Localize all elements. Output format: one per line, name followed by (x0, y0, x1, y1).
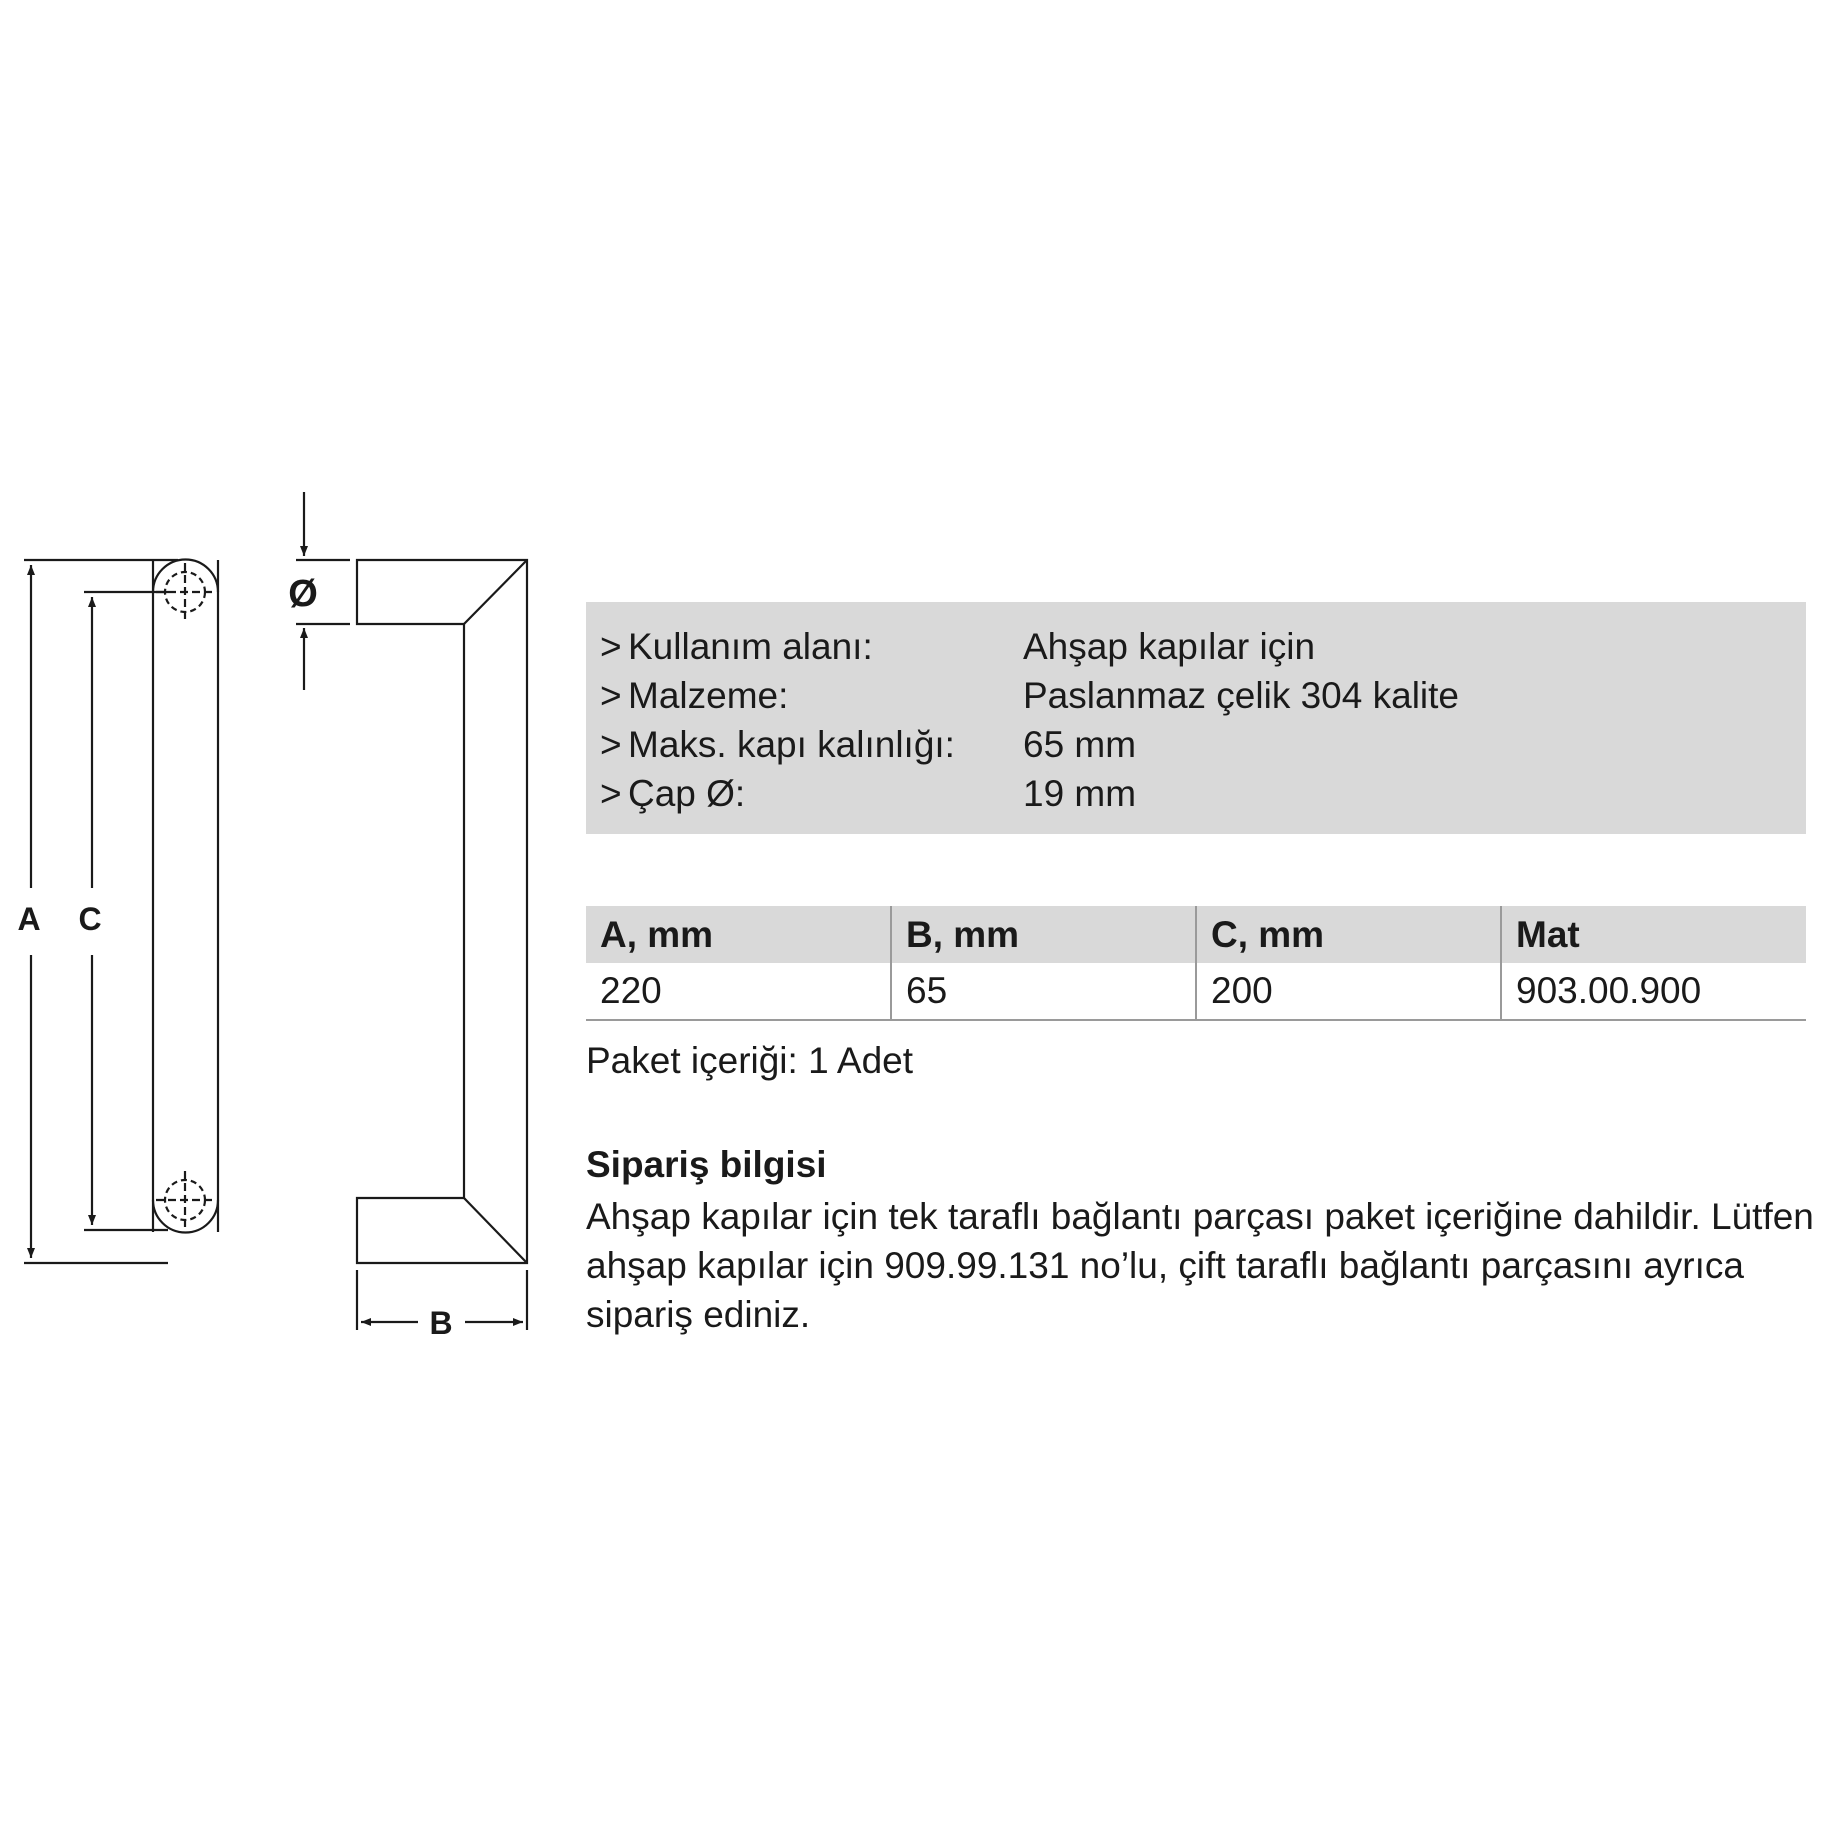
handle-front-view (153, 560, 218, 1233)
dimension-table (586, 906, 1806, 1021)
spec-value-door-thickness: 65 mm (1023, 723, 1137, 765)
spec-label-usage: Kullanım alanı: (628, 625, 873, 667)
table-row (586, 963, 1806, 1020)
spec-value-usage: Ahşap kapılar için (1023, 625, 1316, 667)
technical-drawing (0, 0, 560, 1400)
label-a: A (17, 901, 41, 937)
package-contents: Paket içeriği: 1 Adet (586, 1040, 914, 1081)
order-info-text: Ahşap kapılar için tek taraflı bağlantı parçası paket içeriğine dahildir. Lütfen ahşap kapılar için 909.99.131 no’lu, çift taraflı bağlantı parçasını ayrıca sipariş ediniz. (586, 1196, 1814, 1335)
cell-article-number: 903.00.900 (1501, 963, 1806, 1020)
table-header-row (586, 906, 1806, 963)
spec-label-diameter: Çap Ø: (628, 772, 746, 814)
spec-marker: > (600, 772, 622, 814)
spec-row-diameter (586, 769, 1806, 818)
spec-row-material (586, 671, 1806, 720)
cell-c: 200 (1196, 963, 1501, 1020)
spec-marker: > (600, 723, 622, 765)
spec-label-door-thickness: Maks. kapı kalınlığı: (628, 723, 955, 765)
spec-row-door-thickness (586, 720, 1806, 769)
spec-row-usage (586, 622, 1806, 671)
cell-a: 220 (586, 963, 891, 1020)
label-c: C (78, 901, 102, 937)
column-header-c: C, mm (1196, 906, 1501, 963)
mounting-hole-bottom (156, 1171, 214, 1229)
order-info-title: Sipariş bilgisi (586, 1144, 827, 1185)
spec-label-material: Malzeme: (628, 674, 789, 716)
spec-value-material: Paslanmaz çelik 304 kalite (1023, 674, 1459, 716)
label-diameter: Ø (288, 573, 318, 615)
spec-marker: > (600, 674, 622, 716)
column-header-a: A, mm (586, 906, 891, 963)
spec-value-diameter: 19 mm (1023, 772, 1137, 814)
spec-panel (586, 602, 1806, 834)
label-b: B (429, 1305, 453, 1341)
column-header-mat: Mat (1501, 906, 1806, 963)
column-header-b: B, mm (891, 906, 1196, 963)
handle-side-view (357, 560, 527, 1263)
cell-b: 65 (891, 963, 1196, 1020)
spec-marker: > (600, 625, 622, 667)
